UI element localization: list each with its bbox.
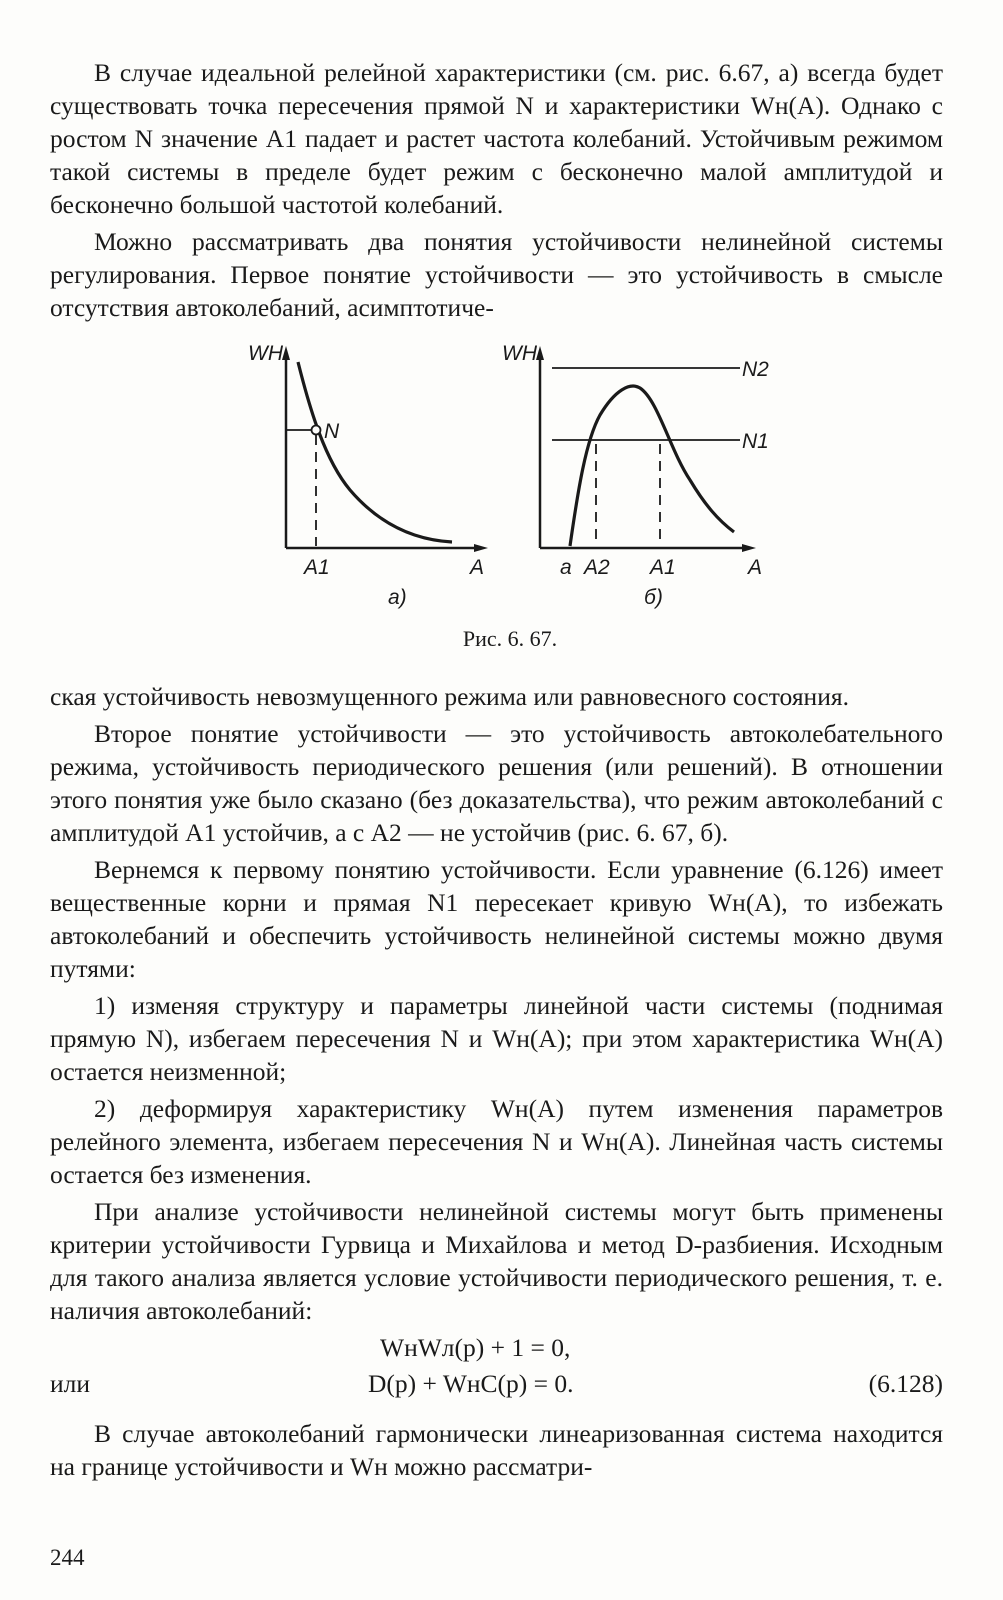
panel-b-line-top-label: N2 <box>742 358 769 381</box>
panel-a-point-label: N <box>324 420 340 443</box>
figure-drawing <box>240 340 780 620</box>
paragraph: В случае автоколебаний гармонически линеаризованная система находится на границе устойчивости и Wн можно рассматри- <box>50 1419 943 1481</box>
panel-b-y-label: WH <box>502 342 537 365</box>
paragraph: В случае идеальной релейной характеристики (см. рис. 6.67, а) всегда будет существовать точка пересечения прямой N и характеристики Wн(A). Однако с ростом N значение A1 падает и растет частота колебаний. Устойчивым режимом такой системы в пределе будет режим с бесконечно малой амплитудой и бесконечно большой частотой колебаний. <box>50 58 943 219</box>
panel-a-y-label: WH <box>248 342 283 365</box>
figure-caption: Рис. 6. 67. <box>462 626 558 651</box>
panel-b-sub-label: б) <box>644 586 663 609</box>
equation-2: D(p) + WнC(p) = 0. <box>368 1369 574 1398</box>
text-top <box>50 56 943 324</box>
equation-or: или <box>50 1369 91 1398</box>
panel-a-sub-label: а) <box>388 586 407 609</box>
paragraph: При анализе устойчивости нелинейной системы могут быть применены критерии устойчивости Гурвица и Михайлова и метод D-разбиения. Исходным для такого анализа является условие устойчивости периодического решения, т. е. наличия автоколебаний: <box>50 1197 943 1325</box>
equation-number: (6.128) <box>868 1369 943 1398</box>
paragraph: 2) деформируя характеристику Wн(A) путем изменения параметров релейного элемента, избегаем пересечения N и Wн(A). Линейная часть системы остается без изменения. <box>50 1094 943 1189</box>
figure-6-67 <box>240 340 780 660</box>
paragraph: ская устойчивость невозмущенного режима или равновесного состояния. <box>50 682 849 711</box>
panel-a-x-label: A <box>470 556 485 579</box>
panel-b-tick-a2: A2 <box>584 556 610 579</box>
paragraph: 1) изменяя структуру и параметры линейной части системы (поднимая прямую N), избегаем пересечения N и Wн(A); при этом характеристика Wн(A) остается неизменной; <box>50 991 943 1086</box>
equation-block <box>50 1333 943 1413</box>
panel-b-tick-a: a <box>560 556 572 579</box>
text-bottom <box>50 680 943 1483</box>
panel-b-line-mid-label: N1 <box>742 430 769 453</box>
equation-1: WнWл(p) + 1 = 0, <box>380 1333 571 1362</box>
paragraph: Можно рассматривать два понятия устойчивости нелинейной системы регулирования. Первое понятие устойчивости — это устойчивость в смысле отсутствия автоколебаний, асимптотиче- <box>50 227 943 322</box>
panel-a <box>282 346 488 552</box>
page-number: 244 <box>50 1545 85 1570</box>
paragraph: Вернемся к первому понятию устойчивости. Если уравнение (6.126) имеет вещественные корни и прямая N1 пересекает кривую Wн(A), то избежать автоколебаний и обеспечить устойчивость нелинейной системы можно двумя путями: <box>50 855 943 983</box>
paragraph: Второе понятие устойчивости — это устойчивость автоколебательного режима, устойчивость периодического решения (или решений). В отношении этого понятия уже было сказано (без доказательства), что режим автоколебаний с амплитудой A1 устойчив, а с A2 — не устойчив (рис. 6. 67, б). <box>50 719 943 847</box>
panel-b <box>536 346 756 552</box>
panel-a-tick-label: A1 <box>304 556 330 579</box>
panel-b-tick-a1: A1 <box>650 556 676 579</box>
panel-b-x-label: A <box>748 556 763 579</box>
